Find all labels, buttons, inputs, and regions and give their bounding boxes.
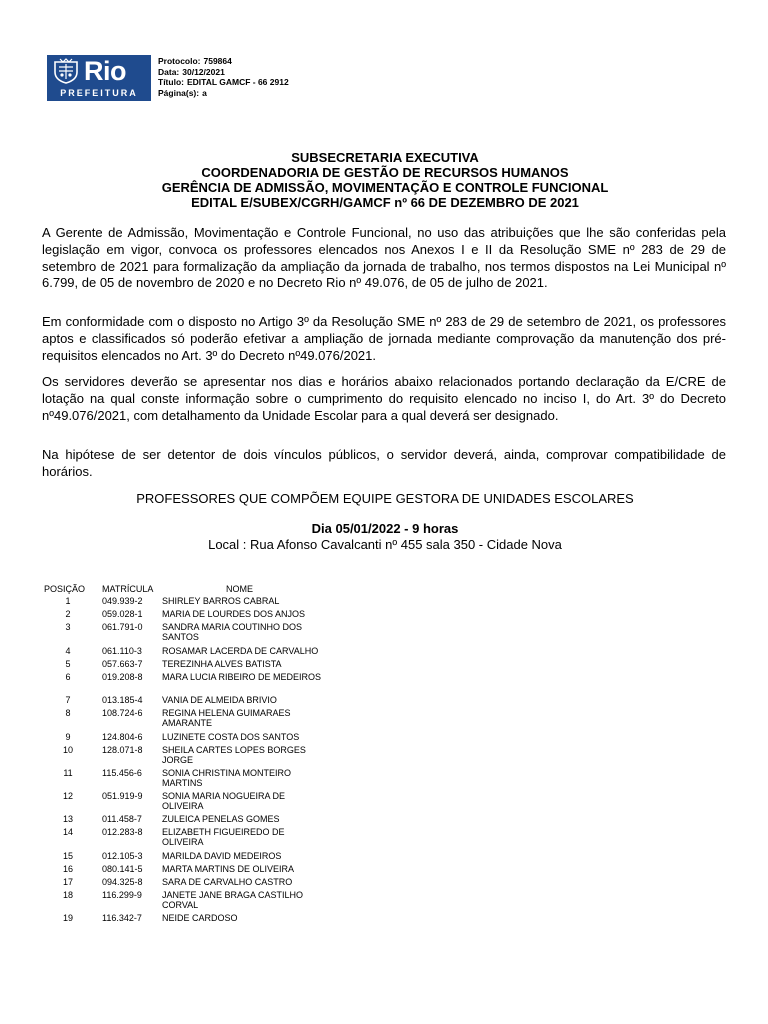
paragraph-conformity: Em conformidade com o disposto no Artigo 3º da Resolução SME nº 283 de 29 de setembro de 2021, os professores aptos e classificados só poderão efetivar a ampliação de jornada mediante comprovação da manutenção dos pré-requisitos elencados no Art. 3º do Decreto nº49.076/2021.	[42, 314, 726, 363]
protocol-title	[158, 77, 289, 88]
row-name: ZULEICA PENELAS GOMES	[162, 814, 280, 825]
row-name: ELIZABETH FIGUEIREDO DE OLIVEIRA	[162, 827, 285, 848]
row-position: 13	[62, 814, 73, 825]
row-position: 5	[65, 658, 71, 669]
row-position: 1	[65, 596, 71, 606]
heading-gerencia: GERÊNCIA DE ADMISSÃO, MOVIMENTAÇÃO E CONTROLE FUNCIONAL	[161, 180, 609, 195]
row-position: 11	[63, 767, 73, 778]
row-name: MARILDA DAVID MEDEIROS	[162, 850, 282, 861]
row-position: 8	[65, 708, 71, 719]
row-name: SARA DE CARVALHO CASTRO	[162, 877, 293, 887]
header-posicao: POSIÇÃO	[44, 584, 86, 594]
row-name: LUZINETE COSTA DOS SANTOS	[162, 731, 300, 742]
protocol-pages-label: Página(s):	[158, 87, 200, 98]
row-position: 16	[62, 863, 73, 874]
row-position: 17	[62, 877, 73, 887]
row-position: 9	[65, 731, 71, 742]
row-position: 12	[62, 791, 73, 802]
row-name: SHEILA CARTES LOPES BORGES JORGE	[162, 744, 306, 765]
row-name: REGINA HELENA GUIMARAES AMARANTE	[162, 708, 291, 729]
row-matricula: 059.028-1	[102, 609, 143, 620]
heading-edital: EDITAL E/SUBEX/CGRH/GAMCF nº 66 DE DEZEMBRO DE 2021	[191, 195, 579, 210]
row-position: 18	[62, 890, 73, 901]
prefeitura-rio-logo	[47, 55, 151, 101]
row-matricula: 115.456-6	[102, 767, 142, 778]
protocol-date-value: 30/12/2021	[182, 66, 225, 77]
row-position: 10	[62, 744, 73, 755]
protocol-title-value: EDITAL GAMCF - 66 2912	[186, 77, 289, 87]
session-day: Dia 05/01/2022 - 9 horas	[311, 521, 459, 536]
row-matricula: 080.141-5	[102, 863, 143, 874]
row-matricula: 061.791-0	[102, 622, 143, 633]
row-position: 3	[65, 622, 71, 633]
protocol-pages	[158, 88, 289, 99]
row-position: 15	[62, 850, 73, 861]
protocol-block	[158, 56, 289, 98]
logo-subtitle: PREFEITURA	[60, 88, 138, 98]
row-position: 14	[62, 827, 73, 838]
protocol-pages-value: a	[202, 87, 207, 98]
row-position: 7	[65, 695, 71, 706]
row-matricula: 011.458-7	[102, 814, 142, 825]
paragraph-convocation: A Gerente de Admissão, Movimentação e Controle Funcional, no uso das atribuições que lhe são conferidas pela legislação em vigor, convoca os professores elencados nos Anexos I e II da Resolução SME nº 283 de 29 de setembro de 2021 para formalização da ampliação da jornada de trabalho, nos termos dispostos na Lei Municipal nº 6.799, de 05 de novembro de 2020 e no Decreto Rio nº 49.076, de 05 de julho de 2021.	[42, 225, 726, 291]
protocol-number-label: Protocolo:	[158, 56, 201, 66]
row-matricula: 012.283-8	[102, 827, 143, 838]
row-matricula: 108.724-6	[102, 708, 143, 719]
row-matricula: 061.110-3	[102, 645, 142, 656]
protocol-date	[158, 67, 289, 78]
row-position: 4	[65, 645, 71, 656]
row-name: NEIDE CARDOSO	[162, 913, 238, 924]
row-name: ROSAMAR LACERDA DE CARVALHO	[162, 645, 319, 656]
protocol-date-label: Data:	[158, 66, 180, 77]
row-matricula: 057.663-7	[102, 658, 143, 669]
coat-of-arms-icon	[51, 58, 81, 84]
row-name: SHIRLEY BARROS CABRAL	[162, 596, 280, 606]
header-nome: NOME	[226, 584, 253, 594]
header-matricula: MATRÍCULA	[102, 584, 154, 594]
protocol-number-value: 759864	[203, 56, 232, 66]
row-matricula: 128.071-8	[102, 744, 143, 755]
row-position: 2	[65, 609, 71, 620]
row-name: SANDRA MARIA COUTINHO DOS SANTOS	[162, 622, 303, 643]
session-location: Local : Rua Afonso Cavalcanti nº 455 sala 350 - Cidade Nova	[208, 537, 562, 552]
row-position: 19	[62, 913, 73, 924]
row-name: JANETE JANE BRAGA CASTILHO CORVAL	[162, 890, 304, 911]
protocol-number	[158, 56, 289, 67]
row-name: MARA LUCIA RIBEIRO DE MEDEIROS	[162, 671, 322, 682]
row-position: 6	[65, 671, 71, 682]
heading-subsecretaria: SUBSECRETARIA EXECUTIVA	[291, 150, 479, 165]
section-title: PROFESSORES QUE COMPÕEM EQUIPE GESTORA DE UNIDADES ESCOLARES	[136, 491, 634, 506]
row-matricula: 049.939-2	[102, 596, 143, 606]
row-matricula: 116.299-9	[102, 890, 142, 901]
row-name: VANIA DE ALMEIDA BRIVIO	[162, 695, 277, 706]
paragraph-presentation: Os servidores deverão se apresentar nos dias e horários abaixo relacionados portando declaração da E/CRE de lotação na qual conste informação sobre o cumprimento do requisito elencado no inciso I, do Art. 3º do Decreto nº49.076/2021, com detalhamento da Unidade Escolar para a qual deverá ser designado.	[42, 374, 726, 423]
row-name: MARIA DE LOURDES DOS ANJOS	[162, 609, 306, 620]
row-name: SONIA CHRISTINA MONTEIRO MARTINS	[162, 767, 292, 788]
row-name: MARTA MARTINS DE OLIVEIRA	[162, 863, 295, 874]
row-matricula: 116.342-7	[102, 913, 142, 924]
paragraph-double-bond: Na hipótese de ser detentor de dois vínculos públicos, o servidor deverá, ainda, comprovar compatibilidade de horários.	[42, 447, 726, 479]
document-headings	[40, 150, 730, 210]
row-name: TEREZINHA ALVES BATISTA	[162, 658, 282, 669]
row-name: SONIA MARIA NOGUEIRA DE OLIVEIRA	[162, 791, 286, 812]
row-matricula: 051.919-9	[102, 791, 143, 802]
row-matricula: 012.105-3	[102, 850, 143, 861]
row-matricula: 124.804-6	[102, 731, 143, 742]
heading-coordenadoria: COORDENADORIA DE GESTÃO DE RECURSOS HUMANOS	[201, 165, 569, 180]
row-matricula: 013.185-4	[102, 695, 143, 706]
row-matricula: 094.325-8	[102, 877, 143, 887]
protocol-title-label: Título:	[158, 77, 184, 87]
row-matricula: 019.208-8	[102, 671, 143, 682]
logo-wordmark: Rio	[84, 56, 126, 86]
